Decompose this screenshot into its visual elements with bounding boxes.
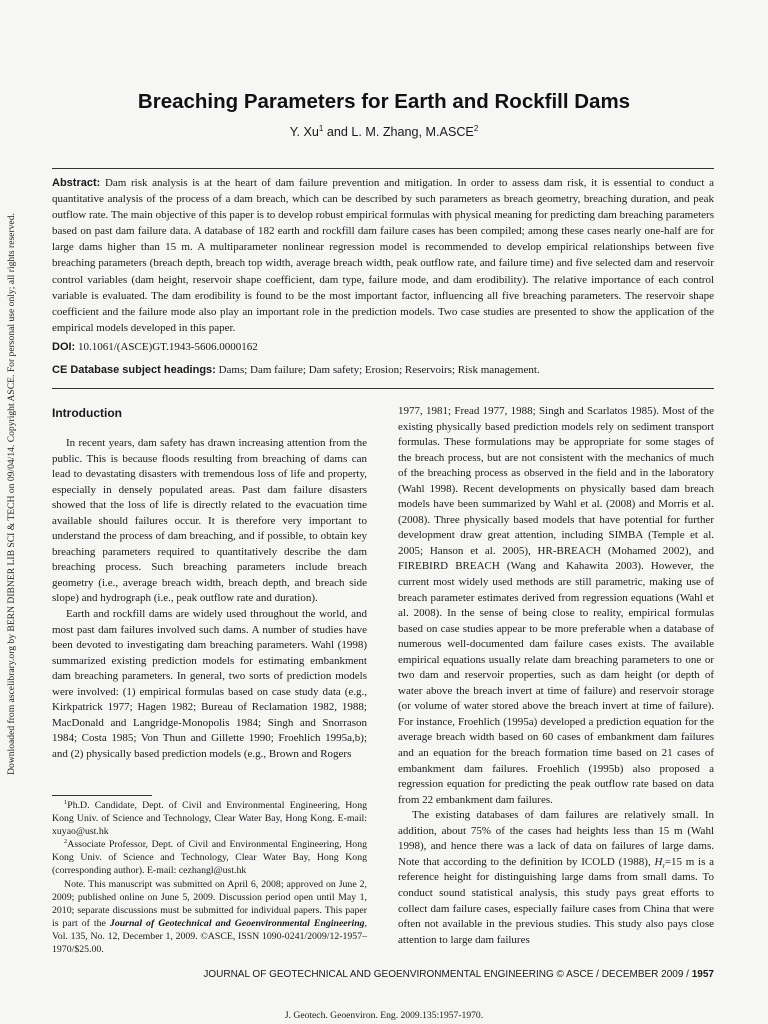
journal-name: Journal of Geotechnical and Geoenvironmental Engineering [109, 917, 365, 929]
download-notice: Downloaded from ascelibrary.org by BERN DIBNER LIB SCI & TECH on 09/04/14. Copyright ASCE. For personal use only; all rights reserved. [6, 213, 17, 775]
paragraph-text: =15 m is a reference height for distinguishing large dams from small dams. To conduct sound statistical analysis, this study pays great efforts to collect dam failure cases, especially failure cases from China that were often not available in the previous studies. This study also pays close attention to large dam failures [398, 855, 714, 946]
footnote-2-text: Associate Professor, Dept. of Civil and Environmental Engineering, Hong Kong Univ. of Science and Technology, Clear Water Bay, Hong Kong (corresponding author). E-mail: cezhangl@ust.hk [52, 839, 367, 877]
paragraph-text: The existing databases of dam failures are relatively small. In addition, about 75% of the cases had heights less than 15 m (Wahl 1998), and hence there was a lack of data on failures of large dams. Note that according to the definition by ICOLD (1988), [398, 809, 714, 868]
abstract-bottom-rule [52, 388, 714, 389]
abstract-text: Dam risk analysis is at the heart of dam failure prevention and mitigation. In order to assess dam risk, it is essential to conduct a quantitative analysis of the process of a dam breach, which can be described by such parameters as breach geometry, breaching duration, and peak outflow rate. The main objective of this paper is to develop robust empirical formulas with physical meaning for predicting dam breaching parameters based on past dam failure data. A database of 182 earth and rockfill dam failure cases has been compiled; among these cases nearly one-half are for large dams higher than 15 m. A multiparameter nonlinear regression model is recommended to develop empirical relationships between five breaching parameters (breach depth, breach top width, average breach width, peak outflow rate, and failure time) and five selected dam and reservoir control variables (dam height, reservoir shape coefficient, dam type, failure mode, and dam erodibility). The relative importance of each control variable is evaluated. The dam erodibility is found to be the most important factor, influencing all five breaching parameters. The reservoir shape coefficient and the failure mode also play an important role in the prediction models. Two case studies are presented to show the application of the empirical models developed in this paper. [52, 177, 714, 334]
submission-note-issn: , Vol. 135, No. 12, December 1, 2009. ©ASCE, ISSN 1090-0241/2009/12-1957–1970/$25.00. [52, 917, 367, 956]
footnote-1-text: Ph.D. Candidate, Dept. of Civil and Environmental Engineering, Hong Kong Univ. of Science and Technology, Clear Water Bay, Hong Kong. E-mail: xuyao@ust.hk [52, 800, 367, 838]
citation-line: J. Geotech. Geoenviron. Eng. 2009.135:1957-1970. [284, 1010, 484, 1021]
doi-label: DOI: [52, 341, 76, 353]
submission-note [52, 878, 367, 957]
journal-footer [203, 969, 714, 980]
left-column-body [52, 436, 367, 762]
footnote-rule [52, 795, 152, 796]
subject-headings [52, 363, 714, 378]
abstract [52, 175, 714, 336]
subject-headings-value: Dams; Dam failure; Dam safety; Erosion; Reservoirs; Risk management. [218, 364, 540, 376]
submission-note-text: Note. This manuscript was submitted on April 6, 2008; approved on June 2, 2009; published online on June 5, 2009. Discussion period open until May 1, 2010; separate discussions must be submitted for individual papers. This paper is part of the [52, 878, 367, 929]
abstract-label: Abstract: [52, 177, 101, 189]
footnote-1-mark: 1 [64, 799, 68, 806]
subject-headings-label: CE Database subject headings: [52, 364, 216, 376]
paragraph: 1977, 1981; Fread 1977, 1988; Singh and Scarlatos 1985). Most of the existing physically based prediction models rely on sediment transport formulas. These formulations may be appropriate for some stages of the breach process, but are not consistent with the mechanics of much of the breaching process as observed in the field and in the laboratory (Wahl 1998). Recent developments on physically based dam breach models have been summarized by Wahl et al. (2008) and Morris et al. (2008). Three physically based models that have potential for further development draw great attention, including SIMBA (Temple et al. 2005; Hanson et al. 2005), HR-BREACH (Mohamed 2002), and FIREBIRD BREACH (Wang and Kahawita 2003). However, the current most widely used methods are still parametric, making use of breach parameter estimates derived from regression equations (Wahl et al. 2008). In the sense of being close to reality, empirical formulas based on case studies appear to be more preferable when a database of numerous well-documented dam failure cases exists. The available empirical equations usually relate dam breaching parameters to one or two dam and reservoir properties, such as dam height (or depth of water above the breach invert at time of failure) and reservoir storage (or volume of water stored above the breach invert at time of failure). For instance, Froehlich (1995a) developed a prediction equation for the average breach width based on 60 cases of embankment dam failures and an equation for the breach formation time based on 21 cases of embankment dam failures. Froehlich (1995b) also proposed a regression equation for predicting the peak outflow rate based on data from 22 embankment dam failures. [398, 405, 714, 806]
footnote-1 [52, 799, 367, 838]
section-heading-introduction: Introduction [52, 406, 122, 420]
page-number: 1957 [691, 969, 714, 980]
author-line [0, 125, 768, 139]
author-1-affiliation-mark: 1 [318, 124, 324, 133]
paragraph: In recent years, dam safety has drawn increasing attention from the public. This is because floods resulting from breaching of dams can lead to devastating disasters with tremendous loss of life and property, especially in densely populated areas. Past dam failure disasters showed that the loss of life is directly related to the evacuation time available should failures occur. It is therefore very important to understand the process of dam breaching, and if possible, to obtain key breaching parameters required to quantitatively describe the dam breaching process. Such breaching parameters include breach geometry (i.e., average breach width, breach depth, and breach side slope) and hydrograph (i.e., peak outflow rate and duration). [52, 437, 367, 605]
right-column-body [398, 404, 714, 948]
paragraph: Earth and rockfill dams are widely used throughout the world, and most past dam failures involved such dams. A number of studies have been devoted to investigating dam breaching parameters. Wahl (1998) summarized existing prediction models for estimating embankment dam breaching parameters. In general, two sorts of prediction models were involved: (1) empirical formulas based on case study data (e.g., Kirkpatrick 1977; Hagen 1982; Bureau of Reclamation 1982, 1988; MacDonald and Langridge-Monopolis 1984; Singh and Snorrason 1984; Costa 1985; Von Thun and Gillette 1990; Froehlich 1995a,b); and (2) physically based prediction models (e.g., Brown and Rogers [52, 608, 367, 760]
paragraph [398, 808, 714, 948]
doi-value[interactable]: 10.1061/(ASCE)GT.1943-5606.0000162 [77, 341, 258, 353]
journal-footer-text: JOURNAL OF GEOTECHNICAL AND GEOENVIRONMENTAL ENGINEERING © ASCE / DECEMBER 2009 / [203, 969, 692, 980]
footnotes [52, 799, 367, 956]
author-2-affiliation-mark: 2 [473, 124, 479, 133]
footnote-2 [52, 838, 367, 877]
doi [52, 340, 714, 355]
height-subscript: r [662, 862, 665, 871]
author-2: and L. M. Zhang, M.ASCE [323, 125, 474, 139]
footnote-2-mark: 2 [64, 838, 68, 846]
abstract-top-rule [52, 168, 714, 169]
author-1: Y. Xu [289, 125, 319, 139]
paper-title: Breaching Parameters for Earth and Rockfill Dams [137, 90, 631, 113]
height-symbol: H [654, 855, 663, 868]
